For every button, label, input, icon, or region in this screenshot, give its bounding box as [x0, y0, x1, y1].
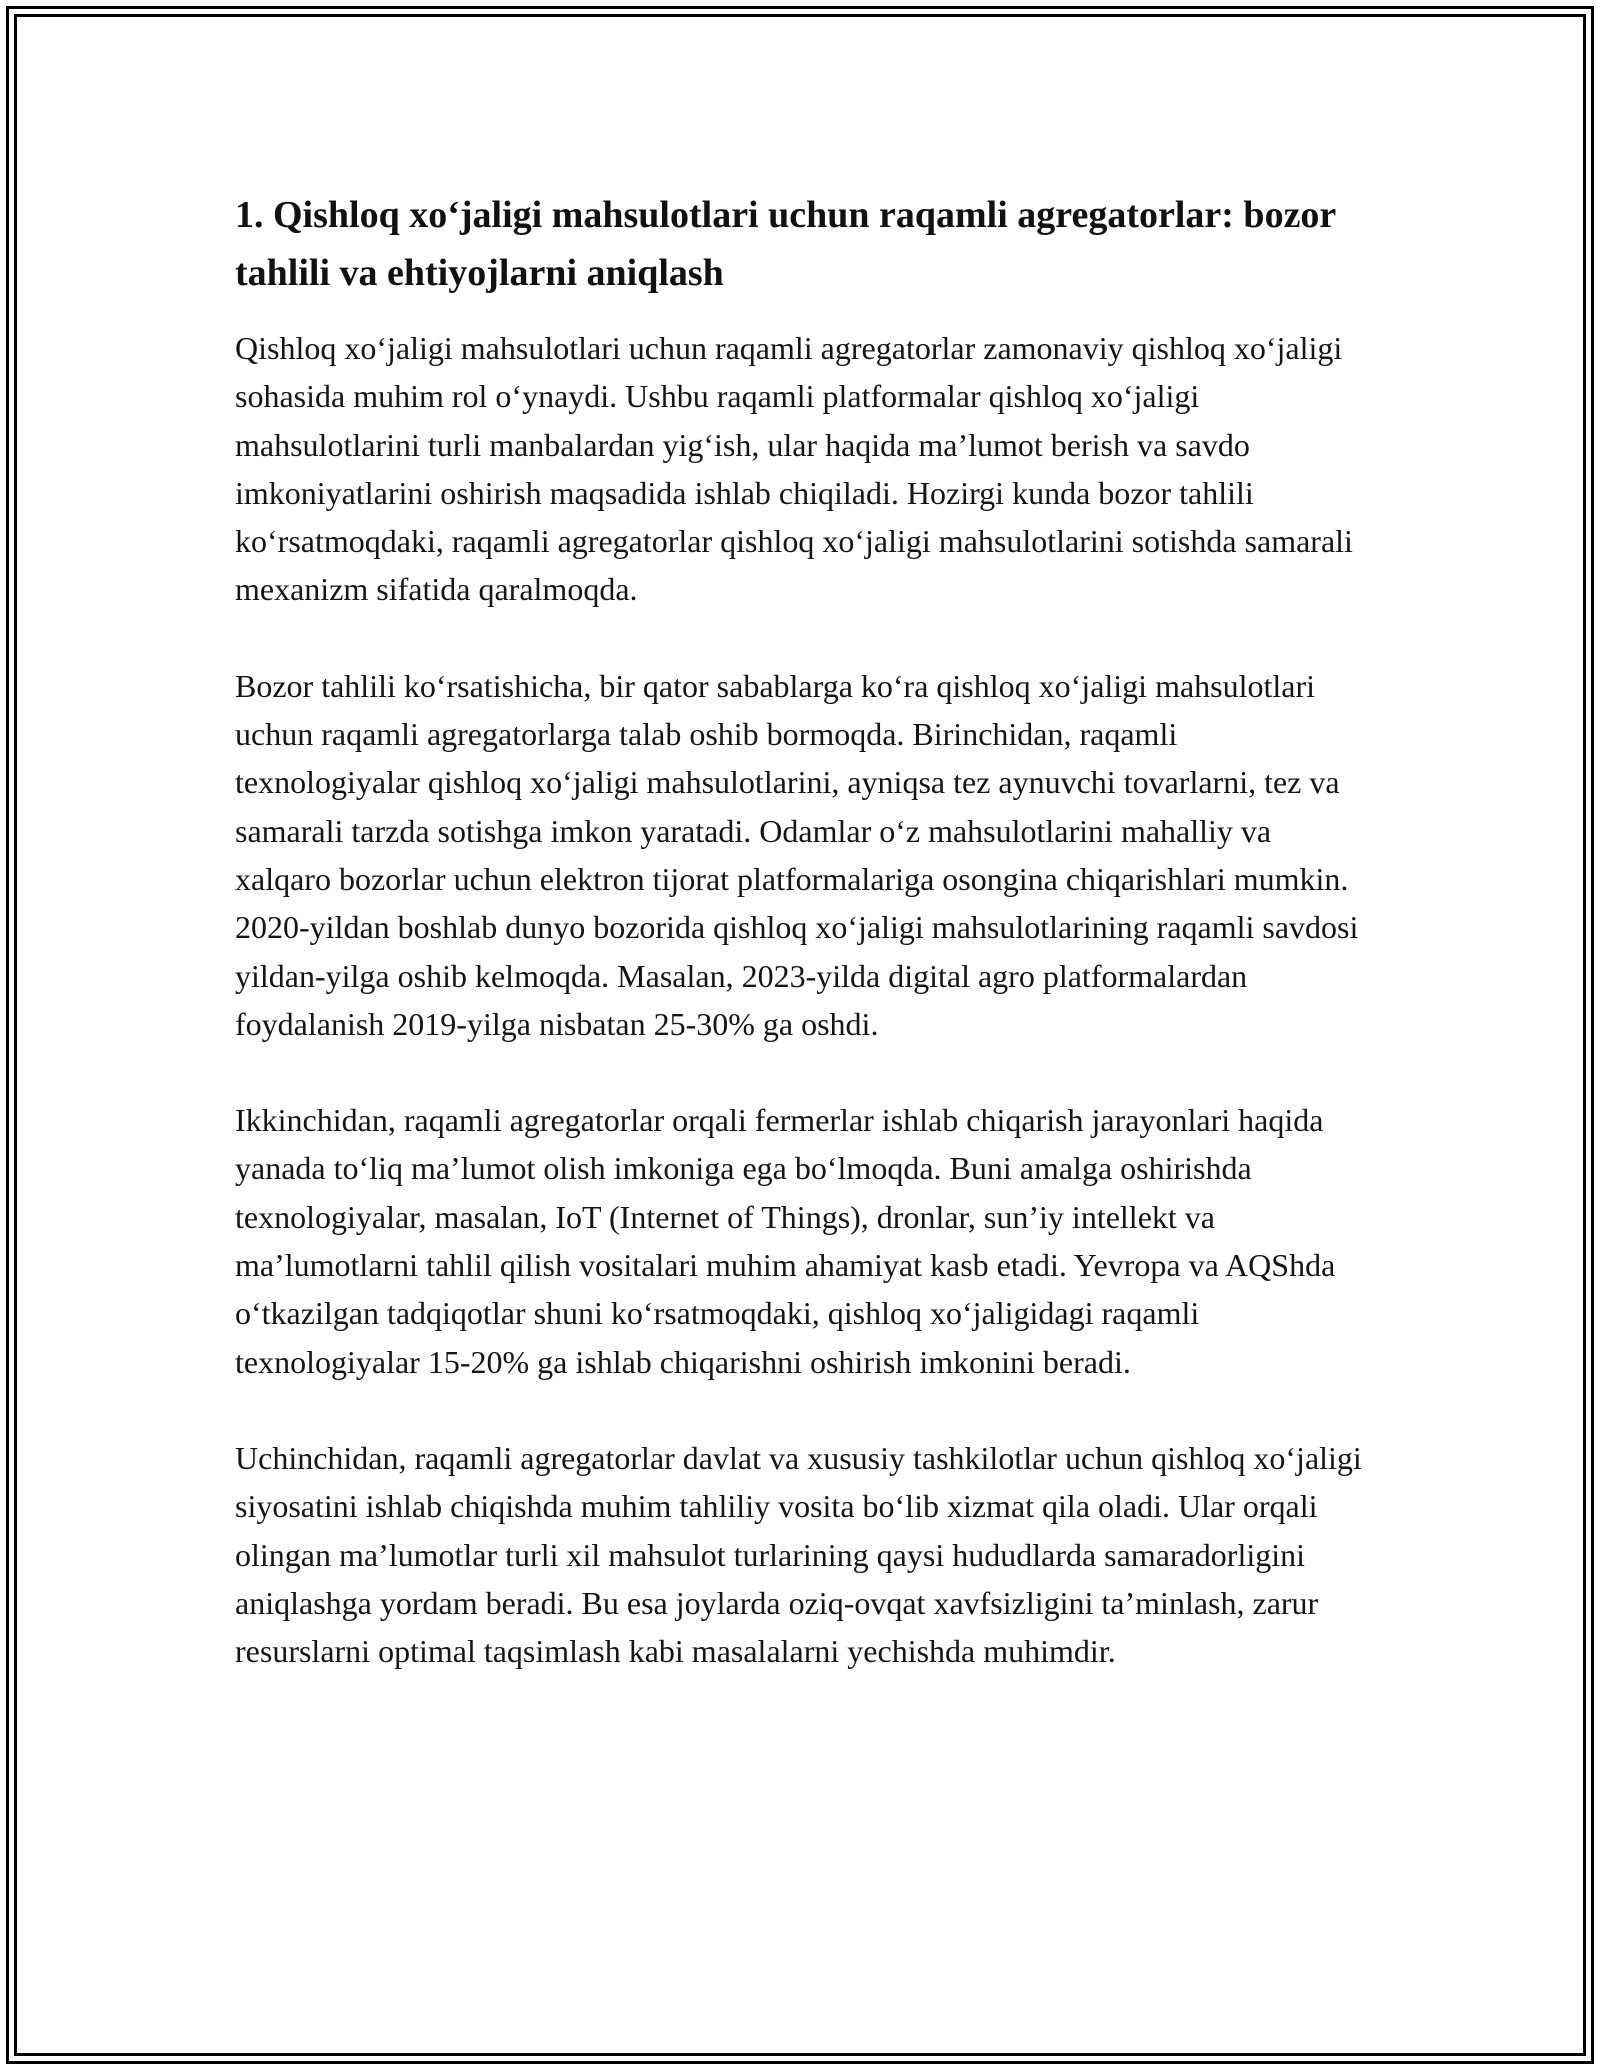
document-body — [235, 186, 1365, 1723]
section-heading: 1. Qishloq xo‘jaligi mahsulotlari uchun raqamli agregatorlar: bozor tahlili va ehtiyojlarni aniqlash — [235, 194, 1336, 294]
paragraph-third-reason: Uchinchidan, raqamli agregatorlar davlat va xususiy tashkilotlar uchun qishloq xo‘jaligi siyosatini ishlab chiqishda muhim tahliliy vosita bo‘lib xizmat qila oladi. Ular orqali olingan ma’lumotlar turli xil mahsulot turlarining qaysi hududlarda samaradorligini aniqlashga yordam beradi. Bu esa joylarda oziq-ovqat xavfsizligini ta’minlash, zarur resurslarni optimal taqsimlash kabi masalalarni yechishda muhimdir. — [235, 1439, 1362, 1670]
paragraph-intro: Qishloq xo‘jaligi mahsulotlari uchun raqamli agregatorlar zamonaviy qishloq xo‘jaligi sohasida muhim rol o‘ynaydi. Ushbu raqamli platformalar qishloq xo‘jaligi mahsulotlarini turli manbalardan yig‘ish, ular haqida ma’lumot berish va savdo imkoniyatlarini oshirish maqsadida ishlab chiqiladi. Hozirgi kunda bozor tahlili ko‘rsatmoqdaki, raqamli agregatorlar qishloq xo‘jaligi mahsulotlarini sotishda samarali mexanizm sifatida qaralmoqda. — [235, 330, 1353, 608]
paragraph-market-analysis: Bozor tahlili ko‘rsatishicha, bir qator sabablarga ko‘ra qishloq xo‘jaligi mahsulotlari uchun raqamli agregatorlarga talab oshib bormoqda. Birinchidan, raqamli texnologiyalar qishloq xo‘jaligi mahsulotlarini, ayniqsa tez aynuvchi tovarlarni, tez va samarali tarzda sotishga imkon yaratadi. Odamlar o‘z mahsulotlarini mahalliy va xalqaro bozorlar uchun elektron tijorat platformalariga osongina chiqarishlari mumkin. 2020-yildan boshlab dunyo bozorida qishloq xo‘jaligi mahsulotlarining raqamli savdosi yildan-yilga oshib kelmoqda. Masalan, 2023-yilda digital agro platformalardan foydalanish 2019-yilga nisbatan 25-30% ga oshdi. — [235, 667, 1359, 1042]
paragraph-second-reason: Ikkinchidan, raqamli agregatorlar orqali fermerlar ishlab chiqarish jarayonlari haqida yanada to‘liq ma’lumot olish imkoniga ega bo‘lmoqda. Buni amalga oshirishda texnologiyalar, masalan, IoT (Internet of Things), dronlar, sun’iy intellekt va ma’lumotlarni tahlil qilish vositalari muhim ahamiyat kasb etadi. Yevropa va AQShda o‘tkazilgan tadqiqotlar shuni ko‘rsatmoqdaki, qishloq xo‘jaligidagi raqamli texnologiyalar 15-20% ga ishlab chiqarishni oshirish imkonini beradi. — [235, 1102, 1336, 1380]
